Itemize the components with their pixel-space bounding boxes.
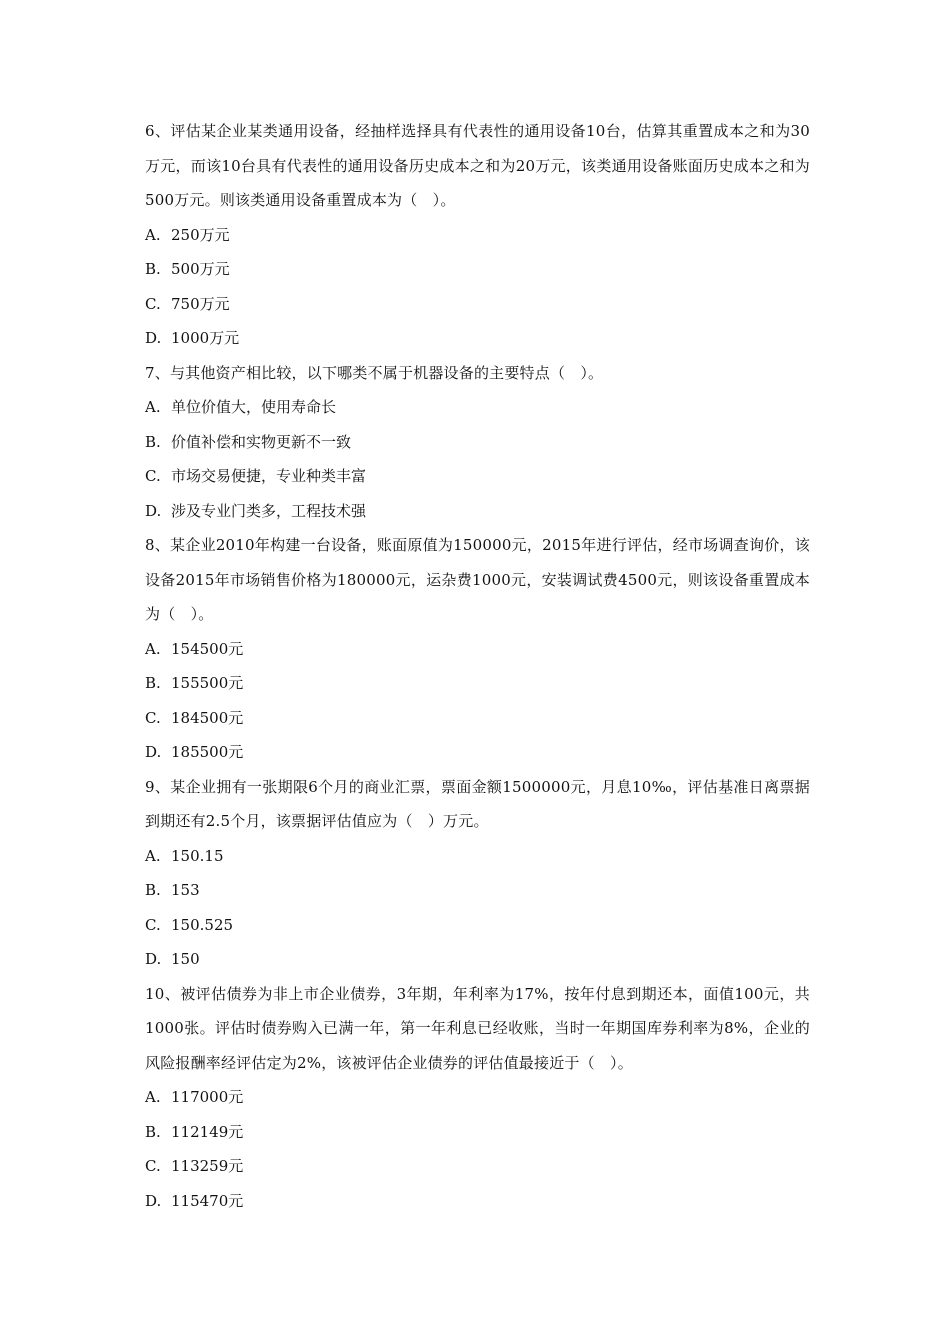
option-letter: A.: [145, 846, 161, 865]
option-text: 750万元: [171, 294, 230, 313]
option-letter: D.: [145, 950, 162, 968]
question-stem: 9、某企业拥有一张期限6个月的商业汇票，票面金额1500000元，月息10‰，评估基准日离票据到期还有2.5个月，该票据评估值应为（ ）万元。: [145, 777, 810, 830]
option-a: [145, 1080, 810, 1115]
question-stem: 10、被评估债券为非上市企业债券，3年期，年利率为17%，按年付息到期还本，面值100元，共1000张。评估时债券购入已满一年，第一年利息已经收账，当时一年期国库券利率为8%，企业的风险报酬率经评估定为2%，该被评估企业债券的评估值最接近于（ ）。: [145, 984, 810, 1072]
option-b: [145, 1115, 810, 1150]
option-text: 112149元: [171, 1122, 244, 1141]
option-letter: C.: [145, 708, 161, 727]
option-text: 115470元: [171, 1191, 244, 1210]
option-letter: A.: [145, 639, 161, 658]
option-text: 价值补偿和实物更新不一致: [171, 432, 352, 451]
option-letter: B.: [145, 1122, 161, 1141]
option-text: 1000万元: [171, 329, 240, 347]
option-letter: B.: [145, 260, 161, 278]
question-9: [145, 770, 810, 977]
option-c: [145, 287, 810, 322]
option-letter: C.: [145, 294, 161, 313]
option-letter: B.: [145, 881, 161, 899]
question-6: [145, 114, 810, 356]
option-c: [145, 1149, 810, 1184]
option-letter: A.: [145, 225, 161, 244]
option-letter: C.: [145, 467, 161, 485]
option-d: [145, 494, 810, 529]
option-b: [145, 873, 810, 908]
question-stem: 8、某企业2010年构建一台设备，账面原值为150000元，2015年进行评估，经市场调查询价，该设备2015年市场销售价格为180000元，运杂费1000元，安装调试费4500元，则该设备重置成本为（ ）。: [145, 536, 810, 623]
option-c: [145, 459, 810, 494]
option-text: 154500元: [171, 639, 244, 658]
option-letter: D.: [145, 743, 162, 761]
option-b: [145, 666, 810, 701]
option-letter: A.: [145, 1088, 161, 1106]
option-c: [145, 701, 810, 736]
option-letter: D.: [145, 501, 162, 520]
option-d: [145, 1184, 810, 1219]
option-b: [145, 252, 810, 287]
option-text: 153: [171, 881, 200, 899]
option-text: 单位价值大，使用寿命长: [171, 398, 337, 416]
option-text: 117000元: [171, 1088, 244, 1106]
option-a: [145, 218, 810, 253]
option-text: 150: [171, 950, 200, 968]
option-text: 184500元: [171, 708, 244, 727]
option-a: [145, 632, 810, 667]
option-letter: C.: [145, 915, 161, 934]
option-letter: B.: [145, 674, 161, 692]
option-text: 涉及专业门类多，工程技术强: [171, 501, 367, 520]
question-10: [145, 977, 810, 1219]
option-text: 113259元: [171, 1157, 244, 1175]
option-a: [145, 839, 810, 874]
question-stem: 7、与其他资产相比较，以下哪类不属于机器设备的主要特点（ ）。: [145, 363, 604, 382]
question-8: [145, 528, 810, 770]
option-text: 185500元: [171, 743, 244, 761]
option-text: 150.525: [171, 915, 234, 934]
option-c: [145, 908, 810, 943]
option-letter: B.: [145, 432, 161, 451]
question-7: [145, 356, 810, 529]
option-b: [145, 425, 810, 460]
option-letter: D.: [145, 329, 162, 347]
option-text: 250万元: [171, 225, 230, 244]
question-stem: 6、评估某企业某类通用设备，经抽样选择具有代表性的通用设备10台，估算其重置成本之和为30万元，而该10台具有代表性的通用设备历史成本之和为20万元，该类通用设备账面历史成本之和为500万元。则该类通用设备重置成本为（ ）。: [145, 122, 810, 209]
option-d: [145, 321, 810, 356]
option-letter: D.: [145, 1191, 162, 1210]
option-text: 500万元: [171, 260, 230, 278]
option-d: [145, 942, 810, 977]
option-letter: A.: [145, 398, 161, 416]
option-text: 155500元: [171, 674, 244, 692]
option-a: [145, 390, 810, 425]
option-text: 市场交易便捷，专业种类丰富: [171, 467, 367, 485]
option-text: 150.15: [171, 846, 224, 865]
option-d: [145, 735, 810, 770]
option-letter: C.: [145, 1157, 161, 1175]
question-list: [145, 114, 810, 1218]
